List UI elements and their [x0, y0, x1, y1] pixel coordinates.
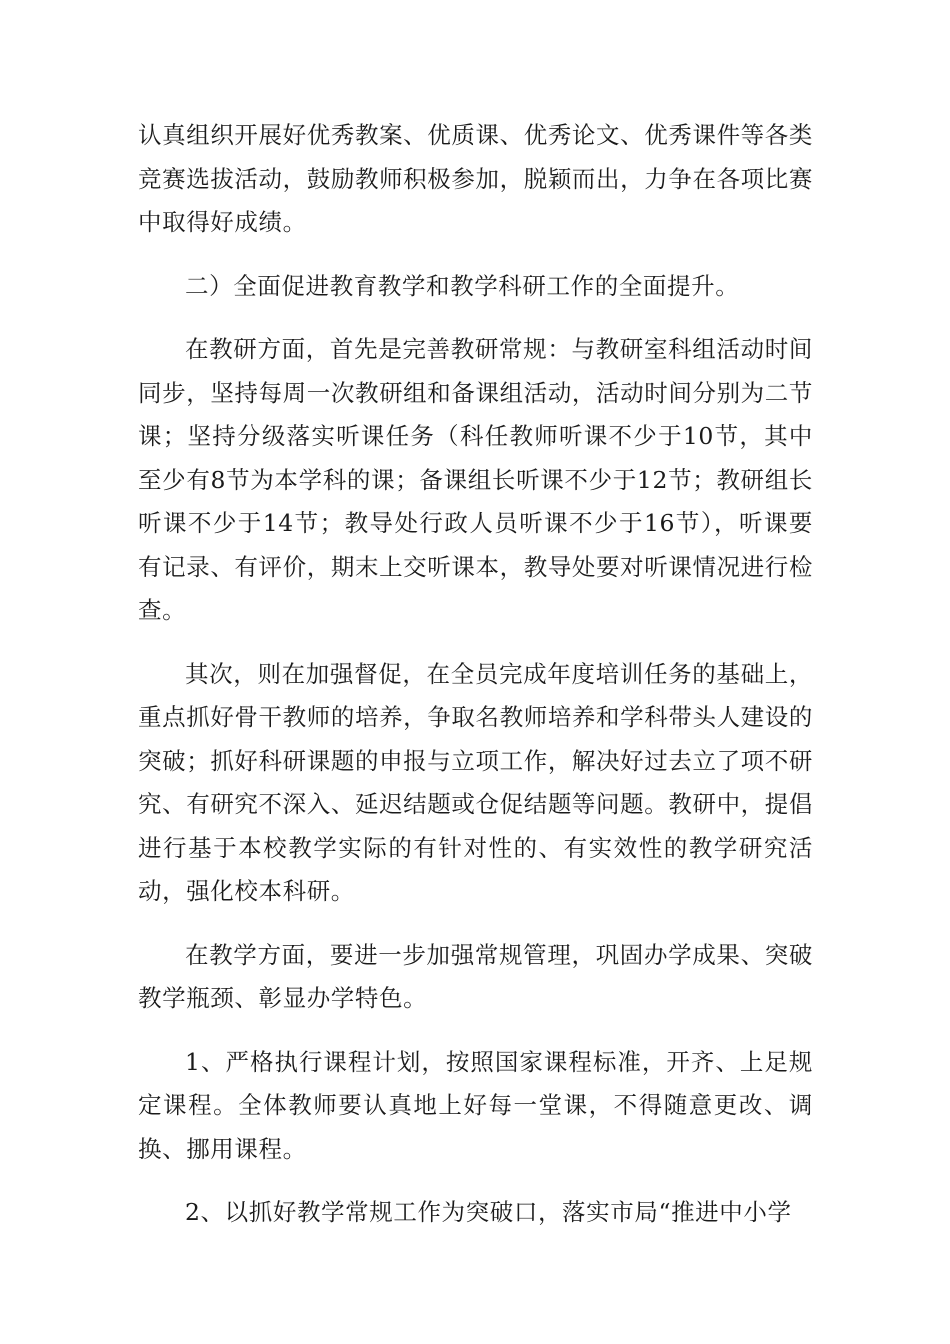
paragraph-research-routine: 在教研方面，首先是完善教研常规：与教研室科组活动时间同步，坚持每周一次教研组和备课组活动，活动时间分别为二节课；坚持分级落实听课任务（科任教师听课不少于10节，其中至少有8节为本学科的课；备课组长听课不少于12节；教研组长听课不少于14节；教导处行政人员听课不少于16节），听课要有记录、有评价，期末上交听课本，教导处要对听课情况进行检查。: [138, 335, 813, 624]
document-body: [138, 114, 813, 1255]
list-item-1: 1、严格执行课程计划，按照国家课程标准，开齐、上足规定课程。全体教师要认真地上好每一堂课，不得随意更改、调换、挪用课程。: [138, 1047, 813, 1163]
paragraph-teaching-management: 在教学方面，要进一步加强常规管理，巩固办学成果、突破教学瓶颈、彰显办学特色。: [138, 940, 813, 1012]
paragraph-competition-activities: 认真组织开展好优秀教案、优质课、优秀论文、优秀课件等各类竞赛选拔活动，鼓励教师积极参加，脱颖而出，力争在各项比赛中取得好成绩。: [138, 121, 813, 236]
section-heading-teaching-research: 二）全面促进教育教学和教学科研工作的全面提升。: [185, 271, 740, 300]
list-item-2: 2、以抓好教学常规工作为突破口，落实市局“推进中小学: [185, 1198, 792, 1226]
paragraph-teacher-training: 其次，则在加强督促，在全员完成年度培训任务的基础上，重点抓好骨干教师的培养，争取名教师培养和学科带头人建设的突破；抓好科研课题的申报与立项工作，解决好过去立了项不研究、有研究不深入、延迟结题或仓促结题等问题。教研中，提倡进行基于本校教学实际的有针对性的、有实效性的教学研究活动，强化校本科研。: [138, 659, 813, 905]
